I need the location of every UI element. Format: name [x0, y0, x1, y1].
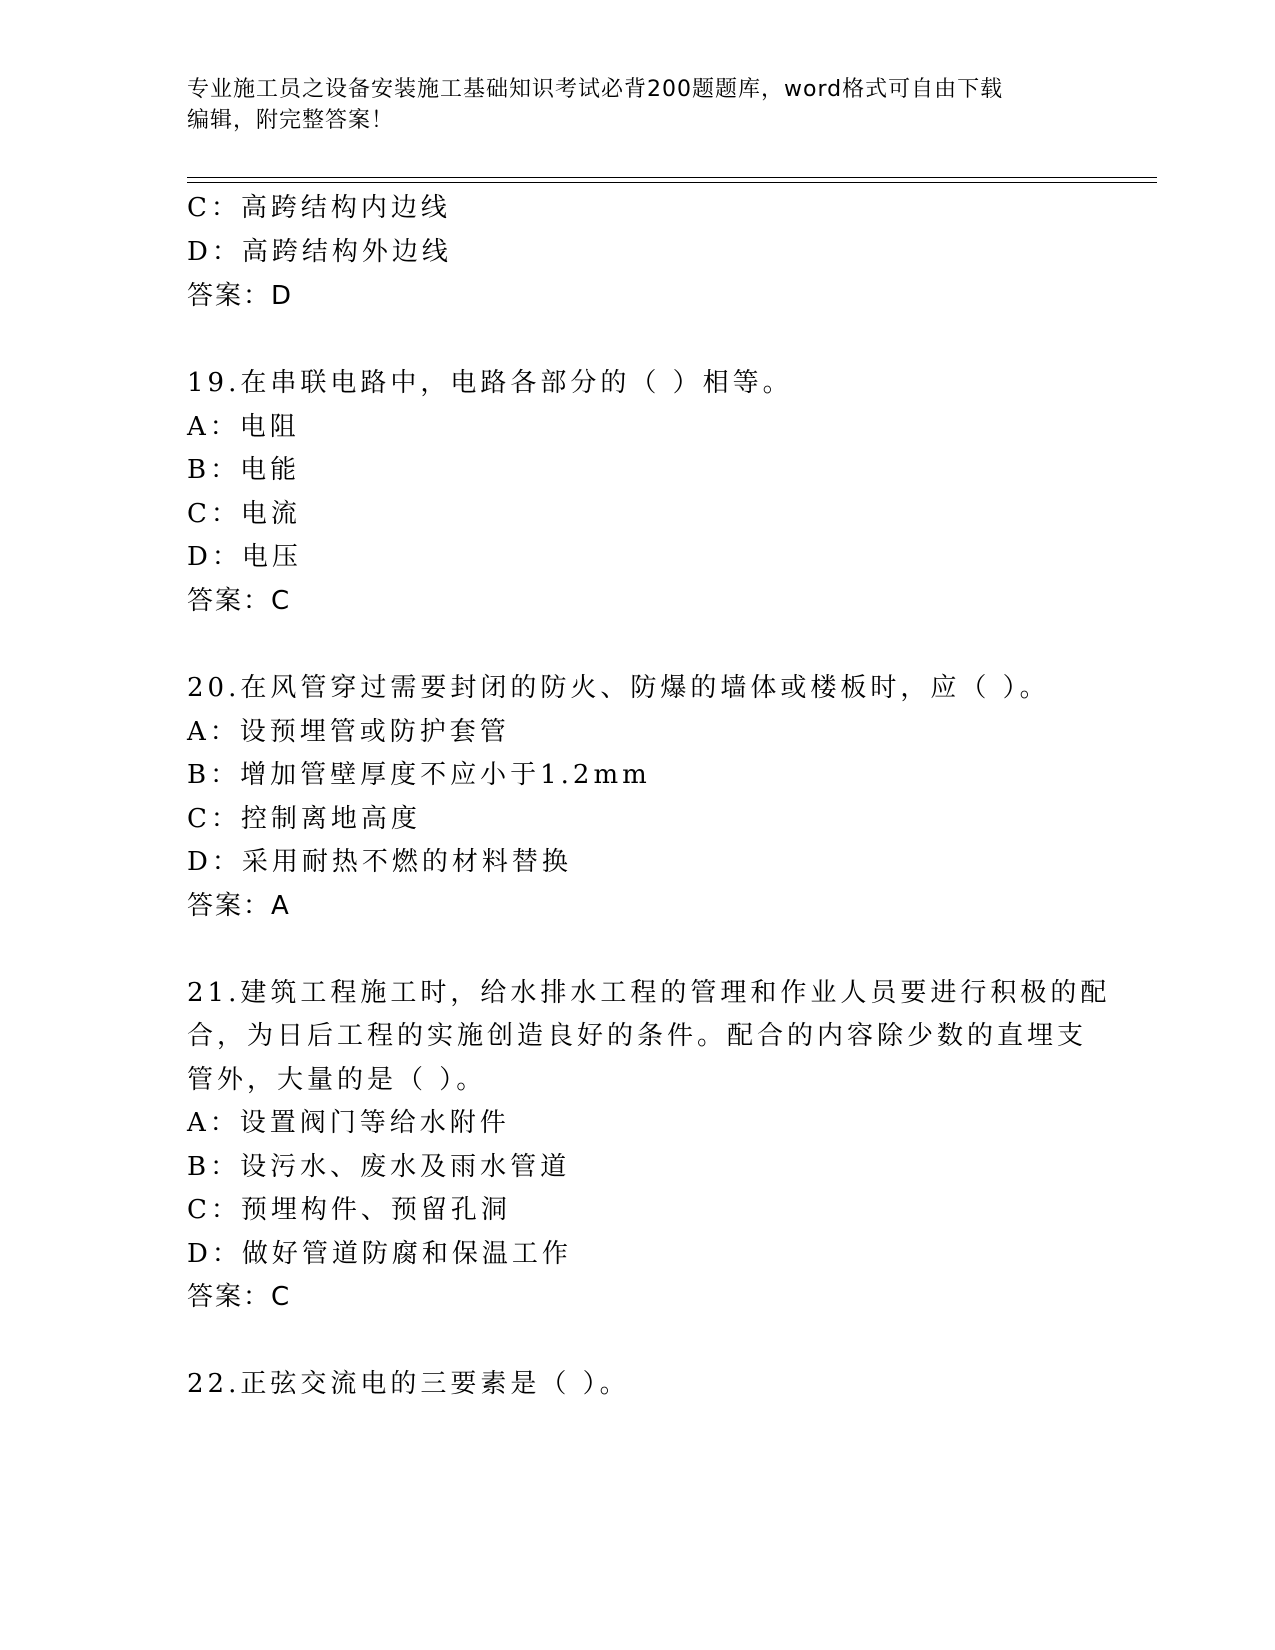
q21-option-a: A：设置阀门等给水附件: [187, 1108, 510, 1138]
prev-option-d: D：高跨结构外边线: [187, 237, 452, 267]
q19-option-c: C：电流: [187, 499, 301, 529]
q21-answer: 答案：C: [187, 1282, 292, 1312]
q20-option-b: B：增加管壁厚度不应小于1.2mm: [187, 760, 651, 790]
q21-option-c: C：预埋构件、预留孔洞: [187, 1195, 511, 1225]
header-divider-top: [187, 177, 1157, 178]
q22-stem: 22.正弦交流电的三要素是（ ）。: [187, 1369, 630, 1399]
q20-option-c: C：控制离地高度: [187, 804, 421, 834]
q21-option-d: D：做好管道防腐和保温工作: [187, 1239, 572, 1269]
q21-stem-line-3: 管外，大量的是（ ）。: [187, 1065, 487, 1095]
prev-answer: 答案：D: [187, 281, 294, 311]
q19-option-b: B：电能: [187, 455, 301, 485]
q20-answer: 答案：A: [187, 891, 291, 921]
document-header: [187, 74, 1067, 136]
q21-option-b: B：设污水、废水及雨水管道: [187, 1152, 571, 1182]
header-title-line-1: 专业施工员之设备安装施工基础知识考试必背200题题库，word格式可自由下载: [187, 77, 1004, 102]
q19-stem: 19.在串联电路中，电路各部分的（ ）相等。: [187, 368, 793, 398]
q19-answer: 答案：C: [187, 586, 292, 616]
header-title-line-2: 编辑，附完整答案！: [187, 108, 395, 133]
prev-option-c: C：高跨结构内边线: [187, 193, 451, 223]
q21-stem-line-2: 合，为日后工程的实施创造良好的条件。配合的内容除少数的直埋支: [187, 1021, 1088, 1051]
q19-option-d: D：电压: [187, 542, 302, 572]
q19-option-a: A：电阻: [187, 412, 300, 442]
q21-stem-line-1: 21.建筑工程施工时，给水排水工程的管理和作业人员要进行积极的配: [187, 978, 1111, 1008]
q20-stem: 20.在风管穿过需要封闭的防火、防爆的墙体或楼板时，应（ ）。: [187, 673, 1050, 703]
header-divider-bottom: [187, 182, 1157, 183]
q20-option-d: D：采用耐热不燃的材料替换: [187, 847, 572, 877]
q20-option-a: A：设预埋管或防护套管: [187, 717, 510, 747]
